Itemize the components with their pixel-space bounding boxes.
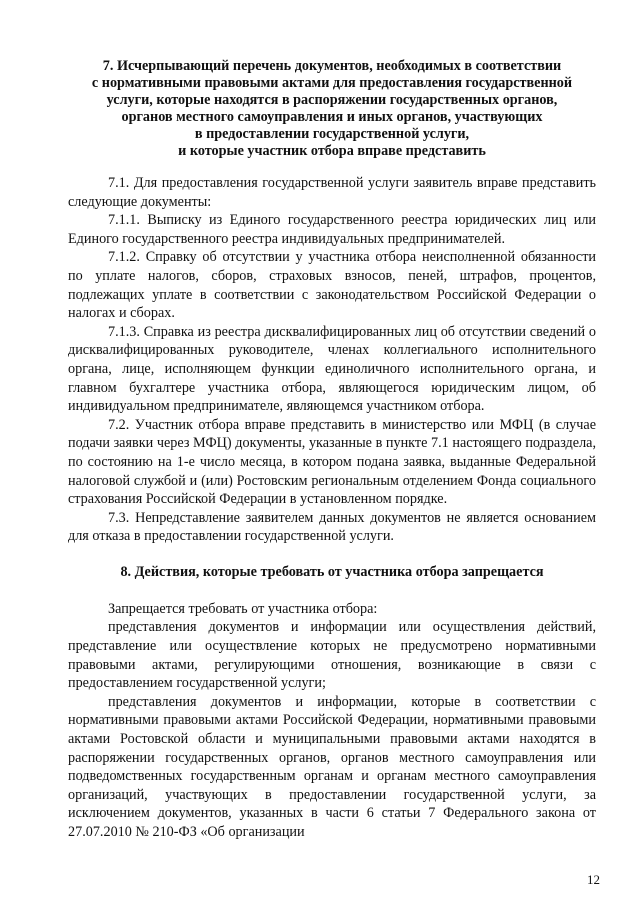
section-7-heading [68, 58, 596, 160]
paragraph-7-1: 7.1. Для предоставления государственной услуги заявитель вправе представить следующие документы: [68, 175, 596, 210]
document-page [68, 58, 596, 842]
paragraph-8-item-2: представления документов и информации, которые в соответствии с нормативными правовыми актами Российской Федерации, нормативными правовыми актами Ростовской области и муниципальными правовыми актами находятся в распоряжении государственных органов, органов местного самоуправления или подведомственных государственным органам и органам местного самоуправления организаций, участвующих в предоставлении государственной услуги, за исключением документов, указанных в части 6 статьи 7 Федерального закона от 27.07.2010 № 210-ФЗ «Об организации [68, 693, 596, 840]
paragraph-7-1-1: 7.1.1. Выписку из Единого государственного реестра юридических лиц или Единого государственного реестра индивидуальных предпринимателей. [68, 212, 596, 247]
section-7-heading-line: и которые участник отбора вправе представить [178, 143, 486, 159]
section-7-heading-line: в предоставлении государственной услуги, [194, 126, 470, 142]
section-7-heading-line: 7. Исчерпывающий перечень документов, необходимых в соответствии [102, 58, 562, 74]
section-7-heading-line: с нормативными правовыми актами для предоставления государственной [91, 75, 573, 91]
paragraph-8-intro: Запрещается требовать от участника отбора: [108, 600, 378, 617]
paragraph-7-3: 7.3. Непредставление заявителем данных документов не является основанием для отказа в предоставлении государственной услуги. [68, 509, 596, 545]
paragraph-7-1-2: 7.1.2. Справку об отсутствии у участника отбора неисполненной обязанности по уплате налогов, сборов, страховых взносов, пеней, штрафов, процентов, подлежащих уплате в соответствии с законодательством Российской Федерации о налогах и сборах. [68, 249, 596, 322]
paragraph-8-item-1: представления документов и информации или осуществления действий, представление или осуществление которых не предусмотрено нормативными правовыми актами, регулирующими отношения, возникающие в связи с предоставлением государственной услуги; [68, 619, 596, 692]
paragraph-7-1-3: 7.1.3. Справка из реестра дисквалифицированных лиц об отсутствии сведений о дисквалифицированных руководителе, членах коллегиального исполнительного органа, лице, исполняющем функции единоличного исполнительного органа, и главном бухгалтере участника отбора, являющегося юридическим лицом, об индивидуальном предпринимателе, являющемся участником отбора. [68, 323, 596, 415]
page-number: 12 [587, 872, 600, 887]
section-7-heading-line: органов местного самоуправления и иных органов, участвующих [121, 109, 543, 125]
section-7-heading-line: услуги, которые находятся в распоряжении государственных органов, [106, 92, 558, 108]
paragraph-7-2: 7.2. Участник отбора вправе представить в министерство или МФЦ (в случае подачи заявки через МФЦ) документы, указанные в пункте 7.1 настоящего подраздела, по состоянию на 1-е число месяца, в котором подана заявка, выданные Федеральной налоговой службой и (или) Ростовским региональным отделением Фонда социального страхования Российской Федерации в установленном порядке. [68, 416, 596, 508]
section-8-heading: 8. Действия, которые требовать от участника отбора запрещается [120, 563, 544, 580]
